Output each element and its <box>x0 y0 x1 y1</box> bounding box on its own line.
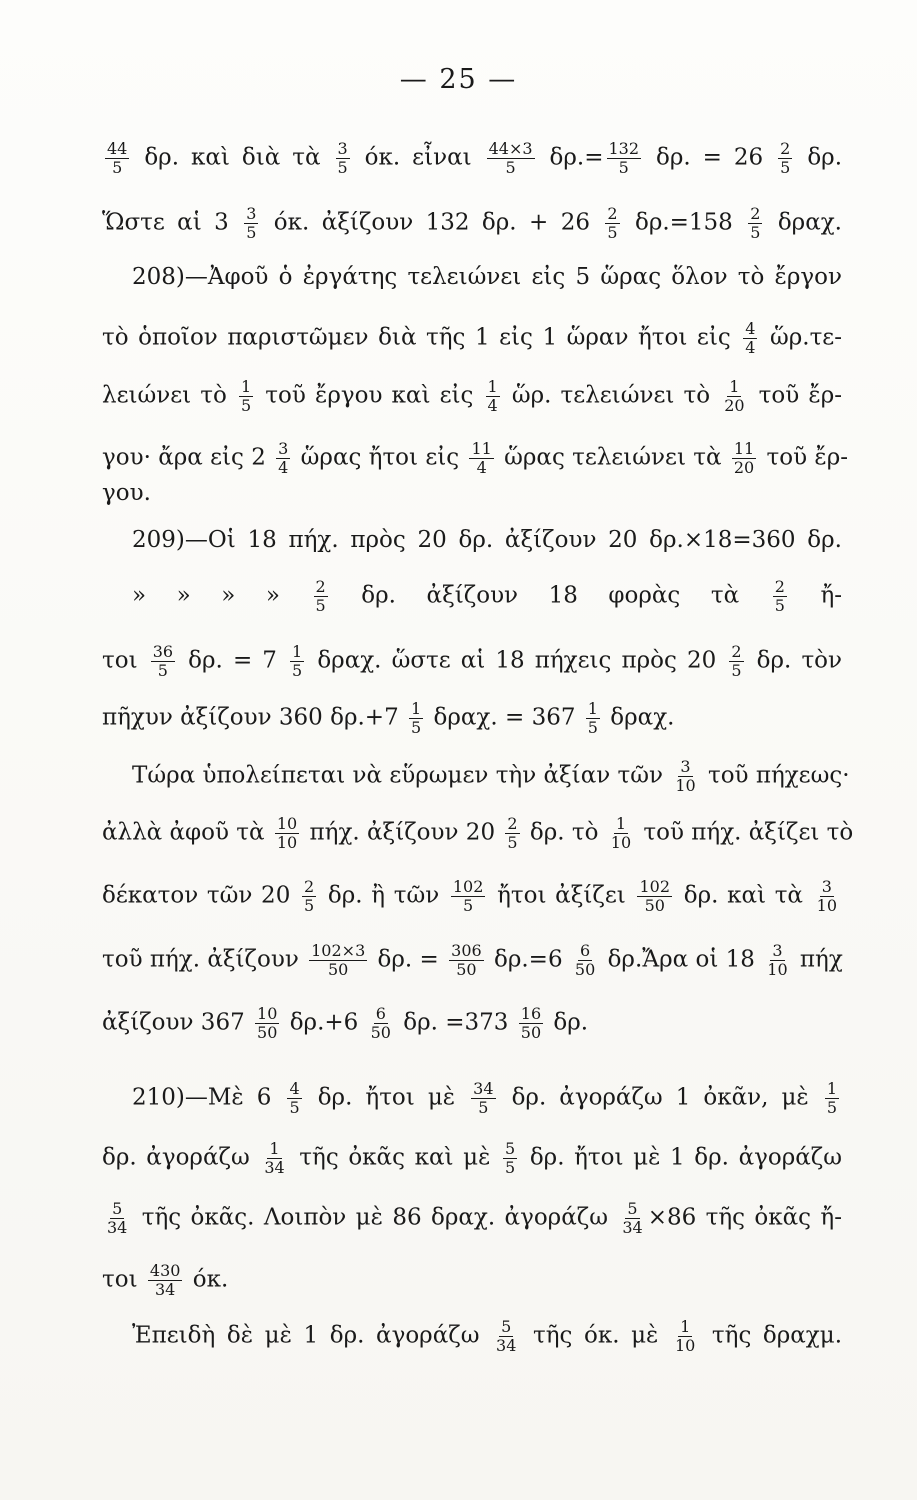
fraction: $\frac{1}{5}$ <box>241 377 252 415</box>
fraction: $\frac{2}{5}$ <box>315 577 326 615</box>
text-line: Ὥστε αἱ 3 $\frac{3}{5}$ όκ. ἀξίζουν 132 δρ. + 26 $\frac{2}{5}$ δρ.=158 $\frac{2}{5}$ δραχ. <box>102 204 842 242</box>
fraction: $\frac{2}{5}$ <box>750 204 761 242</box>
fraction: $\frac{1}{34}$ <box>264 1139 285 1177</box>
page-number: — 25 — <box>399 64 518 95</box>
text-line: τὸ ὁποῖον παριστῶμεν διὰ τῆς 1 εἰς 1 ὥραν ἤτοι εἰς $\frac{4}{4}$ ὥρ.τε- <box>102 319 842 357</box>
fraction: $\frac{6}{50}$ <box>370 1004 391 1042</box>
fraction: $\frac{5}{5}$ <box>505 1139 516 1177</box>
text-line: πῆχυν ἀξίζουν 360 δρ.+7 $\frac{1}{5}$ δραχ. = 367 $\frac{1}{5}$ δραχ. <box>102 699 675 737</box>
fraction: $\frac{3}{10}$ <box>816 877 837 915</box>
text-line: τοι $\frac{430}{34}$ όκ. <box>102 1261 229 1299</box>
fraction: $\frac{1}{10}$ <box>674 1317 696 1355</box>
fraction: $\frac{2}{5}$ <box>780 139 791 177</box>
text-line: τοι $\frac{36}{5}$ δρ. = 7 $\frac{1}{5}$ δραχ. ὥστε αἱ 18 πήχεις πρὸς 20 $\frac{2}{5}$ δρ. τὸν <box>102 642 842 680</box>
fraction: $\frac{10}{50}$ <box>257 1004 278 1042</box>
fraction: $\frac{44\times 3}{5}$ <box>488 139 533 177</box>
fraction: $\frac{3}{5}$ <box>246 204 257 242</box>
fraction: $\frac{4}{4}$ <box>745 319 756 357</box>
fraction: $\frac{102}{50}$ <box>639 877 671 915</box>
fraction: $\frac{5}{34}$ <box>496 1317 517 1355</box>
fraction: $\frac{10}{10}$ <box>276 814 298 852</box>
text-line: $\frac{44}{5}$ δρ. καὶ διὰ τὰ $\frac{3}{5}$ όκ. εἶναι $\frac{44\times 3}{5}$ δρ.= $\frac{132}{5}$ δρ. = 26 $\frac{2}{5}$ δρ. <box>107 139 843 177</box>
fraction: $\frac{1}{20}$ <box>724 377 745 415</box>
fraction: $\frac{3}{10}$ <box>767 941 788 979</box>
fraction: $\frac{36}{5}$ <box>152 642 174 680</box>
fraction: $\frac{4}{5}$ <box>289 1079 300 1117</box>
fraction: $\frac{132}{5}$ <box>608 139 640 177</box>
fraction: $\frac{11}{20}$ <box>733 439 755 477</box>
text-line: 208)—Ἀφοῦ ὁ ἐργάτης τελειώνει εἰς 5 ὥρας ὅλον τὸ ἔργον <box>132 264 842 290</box>
text-line: τοῦ πήχ. ἀξίζουν $\frac{102\times 3}{50}$ δρ. = $\frac{306}{50}$ δρ.=6 $\frac{6}{50}$ δρ.Ἄρα οἱ 18 $\frac{3}{10}$ πήχ <box>102 941 843 979</box>
fraction: $\frac{5}{34}$ <box>107 1199 128 1237</box>
fraction: $\frac{2}{5}$ <box>507 814 518 852</box>
fraction: $\frac{102}{5}$ <box>452 877 484 915</box>
fraction: $\frac{1}{4}$ <box>487 377 498 415</box>
fraction: $\frac{1}{5}$ <box>292 642 303 680</box>
fraction: $\frac{2}{5}$ <box>304 877 315 915</box>
fraction: $\frac{44}{5}$ <box>107 139 128 177</box>
fraction: $\frac{16}{50}$ <box>520 1004 542 1042</box>
fraction: $\frac{5}{34}$ <box>622 1199 643 1237</box>
text-line: γου. <box>102 480 151 506</box>
text-line: δέκατον τῶν 20 $\frac{2}{5}$ δρ. ἢ τῶν $\frac{102}{5}$ ἤτοι ἀξίζει $\frac{102}{50}$ δρ. καὶ τὰ $\frac{3}{10}$ <box>102 877 837 915</box>
fraction: $\frac{34}{5}$ <box>473 1079 494 1117</box>
fraction: $\frac{3}{4}$ <box>278 439 289 477</box>
fraction: $\frac{2}{5}$ <box>774 577 785 615</box>
text-line: » » » » $\frac{2}{5}$ δρ. ἀξίζουν 18 φορὰς τὰ $\frac{2}{5}$ ἤ- <box>132 577 843 615</box>
text-line: ἀλλὰ ἀφοῦ τὰ $\frac{10}{10}$ πήχ. ἀξίζουν 20 $\frac{2}{5}$ δρ. τὸ $\frac{1}{10}$ τοῦ πήχ. ἀξίζει τὸ <box>102 814 854 852</box>
text-line: λειώνει τὸ $\frac{1}{5}$ τοῦ ἔργου καὶ εἰς $\frac{1}{4}$ ὥρ. τελειώνει τὸ $\frac{1}{20}$ τοῦ ἔρ- <box>102 377 842 415</box>
fraction: $\frac{430}{34}$ <box>149 1261 181 1299</box>
fraction: $\frac{2}{5}$ <box>731 642 742 680</box>
fraction: $\frac{2}{5}$ <box>607 204 618 242</box>
text-line: ἀξίζουν 367 $\frac{10}{50}$ δρ.+6 $\frac{6}{50}$ δρ. =373 $\frac{16}{50}$ δρ. <box>102 1004 589 1042</box>
text-line: γου· ἄρα εἰς 2 $\frac{3}{4}$ ὥρας ἤτοι εἰς $\frac{11}{4}$ ὥρας τελειώνει τὰ $\frac{11}{20}$ τοῦ ἔρ- <box>102 439 849 477</box>
fraction: $\frac{3}{10}$ <box>675 757 696 795</box>
fraction: $\frac{306}{50}$ <box>451 941 482 979</box>
fraction: $\frac{1}{5}$ <box>826 1079 837 1117</box>
text-line: $\frac{5}{34}$ τῆς ὀκᾶς. Λοιπὸν μὲ 86 δραχ. ἀγοράζω $\frac{5}{34}$ ×86 τῆς ὀκᾶς ἤ- <box>107 1199 842 1237</box>
fraction: $\frac{1}{10}$ <box>610 814 632 852</box>
fraction: $\frac{3}{5}$ <box>337 139 348 177</box>
fraction: $\frac{102\times 3}{50}$ <box>311 941 366 979</box>
fraction: $\frac{11}{4}$ <box>471 439 492 477</box>
text-line: Τώρα ὑπολείπεται νὰ εὕρωμεν τὴν ἀξίαν τῶν $\frac{3}{10}$ τοῦ πήχεως· <box>132 757 850 795</box>
fraction: $\frac{1}{5}$ <box>587 699 598 737</box>
text-line: 209)—Οἱ 18 πήχ. πρὸς 20 δρ. ἀξίζουν 20 δρ.×18=360 δρ. <box>132 527 842 553</box>
text-line: Ἐπειδὴ δὲ μὲ 1 δρ. ἀγοράζω $\frac{5}{34}$ τῆς όκ. μὲ $\frac{1}{10}$ τῆς δραχμ. <box>132 1317 843 1355</box>
fraction: $\frac{1}{5}$ <box>411 699 422 737</box>
fraction: $\frac{6}{50}$ <box>574 941 596 979</box>
text-line: 210)—Μὲ 6 $\frac{4}{5}$ δρ. ἤτοι μὲ $\frac{34}{5}$ δρ. ἀγοράζω 1 ὀκᾶν, μὲ $\frac{1}{5}$ <box>132 1079 837 1117</box>
text-line: δρ. ἀγοράζω $\frac{1}{34}$ τῆς ὀκᾶς καὶ μὲ $\frac{5}{5}$ δρ. ἤτοι μὲ 1 δρ. ἀγοράζω <box>102 1139 842 1177</box>
